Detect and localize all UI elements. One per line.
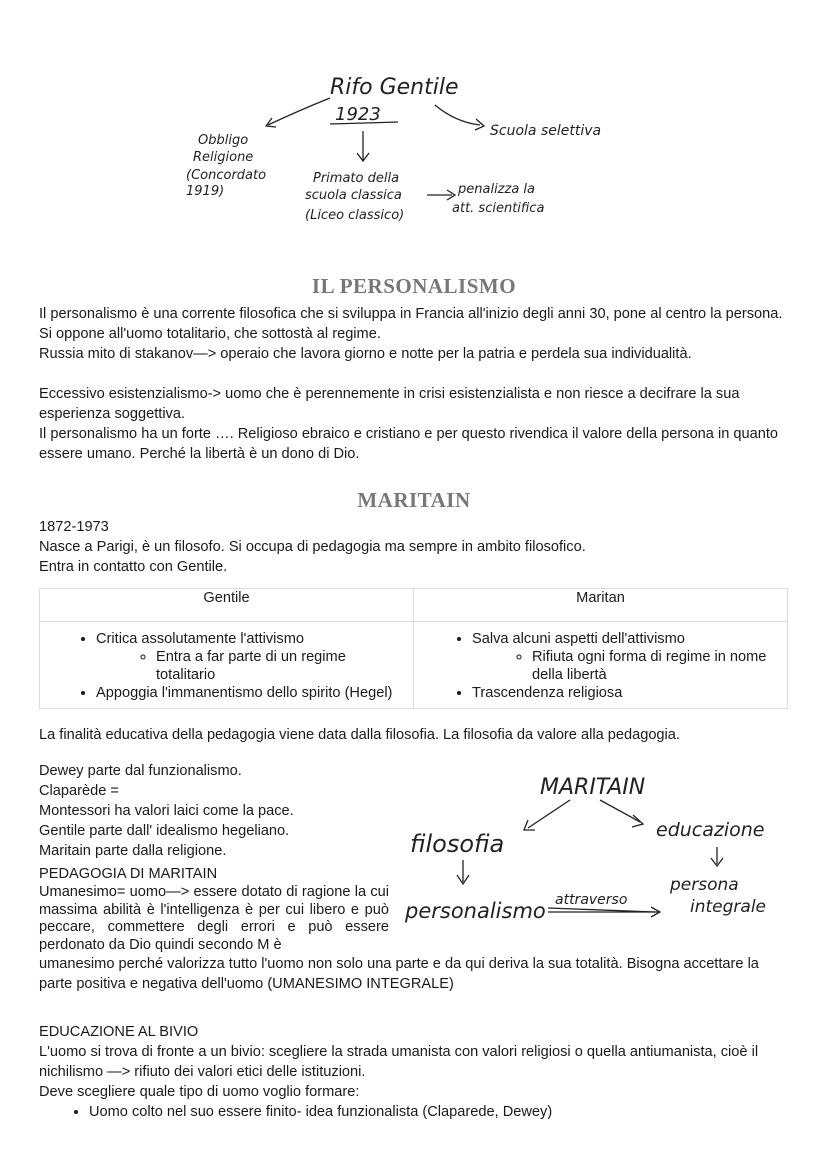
list-item: • Trascendenza religiosa xyxy=(472,684,777,702)
gentile-list xyxy=(50,630,403,702)
table-row xyxy=(40,622,788,709)
bivio-section xyxy=(39,1022,791,1122)
persona-label: persona xyxy=(670,875,739,895)
gentile-sublist xyxy=(96,648,403,684)
maritan-point-1: Salva alcuni aspetti dell'attivismo xyxy=(472,631,685,647)
list-line-gentile: Gentile parte dall' idealismo hegeliano. xyxy=(39,823,290,839)
maritan-cell xyxy=(414,622,788,709)
list-line-claparede: Claparède = xyxy=(39,783,119,799)
personalismo-label: personalismo xyxy=(405,899,546,923)
maritain-line-1: Nasce a Parigi, è un filosofo. Si occupa di pedagogia ma sempre in ambito filosofico. xyxy=(39,539,586,555)
maritain-title: MARITAIN xyxy=(540,775,646,800)
maritain-intro xyxy=(39,517,791,577)
pedagogia-text-continued: umanesimo perché valorizza tutto l'uomo non solo una parte e da qui deriva la sua totalità. Bisogna accettare la parte positiva e negativa dell'uomo (UMANESIMO INTEGRALE) xyxy=(39,956,759,992)
primato-line-2: scuola classica xyxy=(305,188,402,203)
maritan-list xyxy=(424,630,777,702)
list-line-dewey: Dewey parte dal funzionalismo. xyxy=(39,763,242,779)
attraverso-label: attraverso xyxy=(555,892,628,908)
filosofia-label: filosofia xyxy=(410,830,505,858)
comparison-table xyxy=(39,588,788,709)
bivio-paragraph-2: Deve scegliere quale tipo di uomo voglio formare: xyxy=(39,1084,360,1100)
scuola-selettiva-label: Scuola selettiva xyxy=(490,123,602,139)
table-header-row xyxy=(40,589,788,622)
personalismo-paragraph-4: Il personalismo ha un forte …. Religioso ebraico e cristiano e per questo rivendica il valore della persona in quanto essere umano. Perché la libertà è un dono di Dio. xyxy=(39,426,779,462)
bivio-heading: EDUCAZIONE AL BIVIO xyxy=(39,1024,199,1040)
list-item: ◦ Rifiuta ogni forma di regime in nome della libertà xyxy=(532,648,777,684)
list-line-montessori: Montessori ha valori laici come la pace. xyxy=(39,803,294,819)
penalizza-line-1: penalizza la xyxy=(458,182,536,197)
personalismo-paragraph-3: Eccessivo esistenzialismo-> uomo che è perennemente in crisi esistenzialista e non riesce a decifrare la sua esperienza soggettiva. xyxy=(39,386,740,422)
list-item: ◦ Entra a far parte di un regime totalitario xyxy=(156,648,403,684)
personalismo-section xyxy=(39,304,791,464)
arrow-to-obbligo xyxy=(268,98,330,125)
list-item xyxy=(472,630,777,684)
obbligo-line-4: 1919) xyxy=(186,184,225,199)
penalizza-line-2: att. scientifica xyxy=(452,201,545,216)
personalismo-paragraph-1: Il personalismo è una corrente filosofica che si sviluppa in Francia all'inizio degli anni 30, pone al centro la persona. Si oppone all'uomo totalitario, che sottostà al regime. xyxy=(39,306,783,342)
maritain-line-2: Entra in contatto con Gentile. xyxy=(39,559,228,575)
personalismo-heading: IL PERSONALISMO xyxy=(311,274,517,298)
gentile-reform-diagram xyxy=(0,0,828,240)
maritan-sublist xyxy=(472,648,777,684)
finalita-text: La finalità educativa della pedagogia viene data dalla filosofia. La filosofia da valore alla pedagogia. xyxy=(39,727,680,743)
arrow-to-selettiva xyxy=(435,105,480,125)
reform-title: Rifo Gentile xyxy=(330,75,459,100)
reform-year: 1923 xyxy=(335,104,381,125)
integrale-label: integrale xyxy=(690,897,767,917)
pedagogia-section xyxy=(39,864,791,994)
table-header-gentile: Gentile xyxy=(40,589,414,622)
table-header-maritan: Maritan xyxy=(414,589,788,622)
list-item: • Appoggia l'immanentismo dello spirito (Hegel) xyxy=(96,684,403,702)
obbligo-line-1: Obbligo xyxy=(198,133,249,148)
arrow-to-educazione xyxy=(600,800,640,822)
personalismo-paragraph-2: Russia mito di stakanov—> operaio che lavora giorno e notte per la patria e perdela sua individualità. xyxy=(39,346,692,362)
gentile-point-1: Critica assolutamente l'attivismo xyxy=(96,631,304,647)
list-item: • Uomo colto nel suo essere finito- idea funzionalista (Claparede, Dewey) xyxy=(89,1102,791,1122)
obbligo-line-3: (Concordato xyxy=(186,168,267,183)
obbligo-line-2: Religione xyxy=(193,150,254,165)
arrow-to-filosofia xyxy=(528,800,570,828)
maritain-dates: 1872-1973 xyxy=(39,519,109,535)
primato-line-1: Primato della xyxy=(313,171,400,186)
gentile-cell xyxy=(40,622,414,709)
bivio-list xyxy=(39,1102,791,1122)
maritain-heading: MARITAIN xyxy=(357,488,471,512)
list-item xyxy=(96,630,403,684)
primato-line-3: (Liceo classico) xyxy=(305,208,405,223)
bivio-paragraph-1: L'uomo si trova di fronte a un bivio: scegliere la strada umanista con valori religiosi o quella antiumanista, cioè il nichilismo —> rifiuto dei valori etici delle istituzioni. xyxy=(39,1044,759,1080)
pedagogia-text-short: Umanesimo= uomo—> essere dotato di ragione la cui massima abilità è l'intelligenza è per cui libero e può peccare, commettere degli errori e può essere perdonato da Dio quindi secondo M è xyxy=(39,884,389,953)
personalismo-spacer xyxy=(39,364,791,384)
pedagogia-heading: PEDAGOGIA DI MARITAIN xyxy=(39,866,218,882)
list-line-maritain: Maritain parte dalla religione. xyxy=(39,843,227,859)
educazione-label: educazione xyxy=(656,819,765,841)
